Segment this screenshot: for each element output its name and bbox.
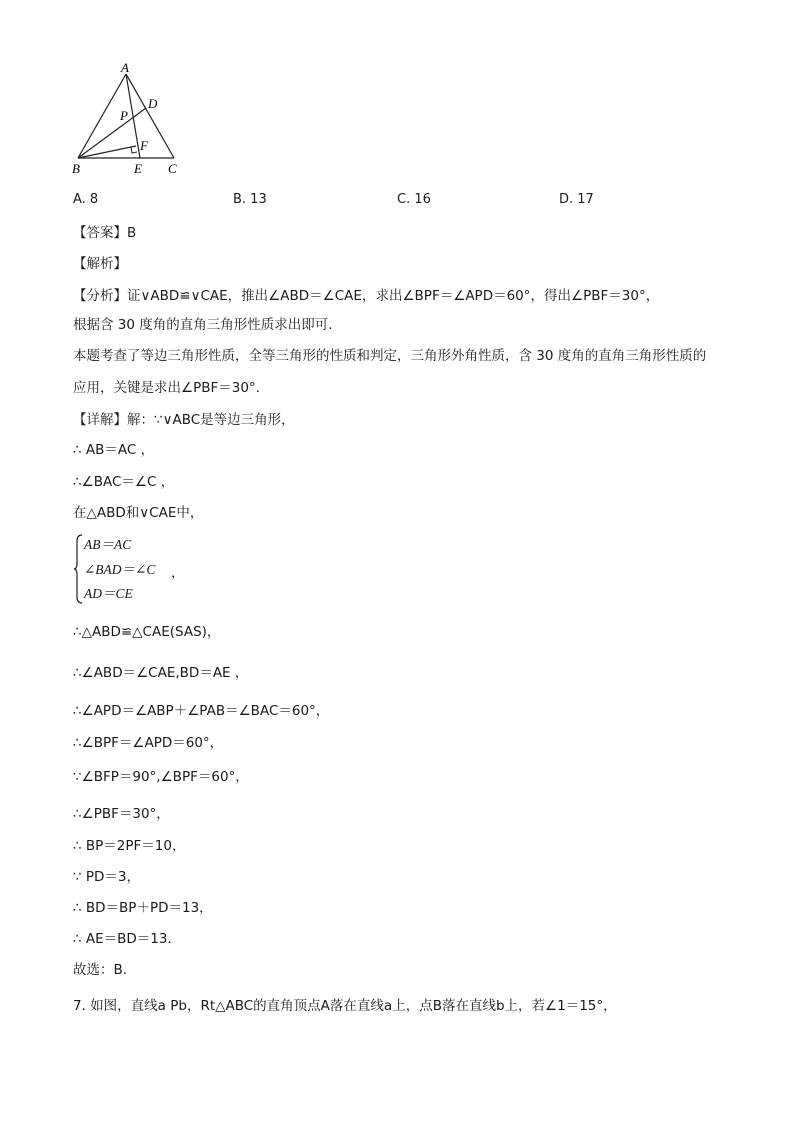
condition-3: AD＝CE: [84, 586, 133, 601]
condition-2: ∠BAD＝∠C: [84, 562, 156, 577]
step-6: ∴∠PBF＝30°，: [73, 806, 170, 822]
condition-1: AB＝AC: [84, 537, 132, 552]
analysis-line-4: 应用，关键是求出∠PBF＝30°．: [73, 380, 270, 396]
answer-line: 【答案】B: [73, 225, 137, 241]
step-9: ∴ BD＝BP＋PD＝13，: [73, 900, 213, 916]
detail-line-3: ∴∠BAC＝∠C ，: [73, 474, 175, 490]
option-d: D. 17: [559, 192, 594, 207]
left-brace: [73, 533, 83, 605]
label-p: P: [120, 108, 128, 123]
detail-line-1: 【详解】解：∵∨ABC是等边三角形，: [73, 412, 295, 428]
step-10: ∴ AE＝BD＝13．: [73, 931, 181, 947]
right-angle-marker: [131, 147, 137, 153]
segment-ab: [78, 74, 126, 158]
step-5: ∵∠BFP＝90°,∠BPF＝60°，: [73, 769, 249, 785]
analysis-line-2: 根据含 30 度角的直角三角形性质求出即可．: [73, 317, 342, 333]
step-3: ∴∠APD＝∠ABP＋∠PAB＝∠BAC＝60°，: [73, 703, 330, 719]
option-a: A. 8: [73, 192, 99, 207]
step-4: ∴∠BPF＝∠APD＝60°，: [73, 735, 224, 751]
analysis-header: 【解析】: [73, 256, 127, 272]
condition-comma: ，: [171, 565, 185, 581]
step-1: ∴△ABD≌△CAE(SAS)，: [73, 624, 221, 640]
label-c: C: [168, 161, 177, 176]
label-e: E: [134, 161, 142, 176]
triangle-figure: [68, 62, 188, 180]
step-8: ∵ PD＝3，: [73, 869, 141, 885]
conclusion: 故选：B．: [73, 962, 137, 978]
label-f: F: [140, 138, 148, 153]
option-c: C. 16: [397, 192, 431, 207]
detail-line-4: 在△ABD和∨CAE中，: [73, 505, 204, 521]
label-d: D: [148, 96, 158, 111]
label-b: B: [72, 161, 80, 176]
analysis-line-3: 本题考查了等边三角形性质，全等三角形的性质和判定，三角形外角性质，含 30 度角的直角三角形性质的: [73, 348, 707, 364]
congruence-conditions: [73, 533, 273, 605]
detail-line-2: ∴ AB＝AC ，: [73, 442, 155, 458]
option-b: B. 13: [233, 192, 267, 207]
next-question: 7. 如图，直线a Pb，Rt△ABC的直角顶点A落在直线a上，点B落在直线b上，若∠1＝15°，: [73, 998, 617, 1014]
label-a: A: [121, 62, 129, 75]
step-2: ∴∠ABD＝∠CAE,BD＝AE ，: [73, 665, 249, 681]
step-7: ∴ BP＝2PF＝10，: [73, 838, 186, 854]
analysis-line-1: 【分析】证∨ABD≌∨CAE，推出∠ABD＝∠CAE，求出∠BPF＝∠APD＝60°，得出∠PBF＝30°，: [73, 288, 660, 304]
